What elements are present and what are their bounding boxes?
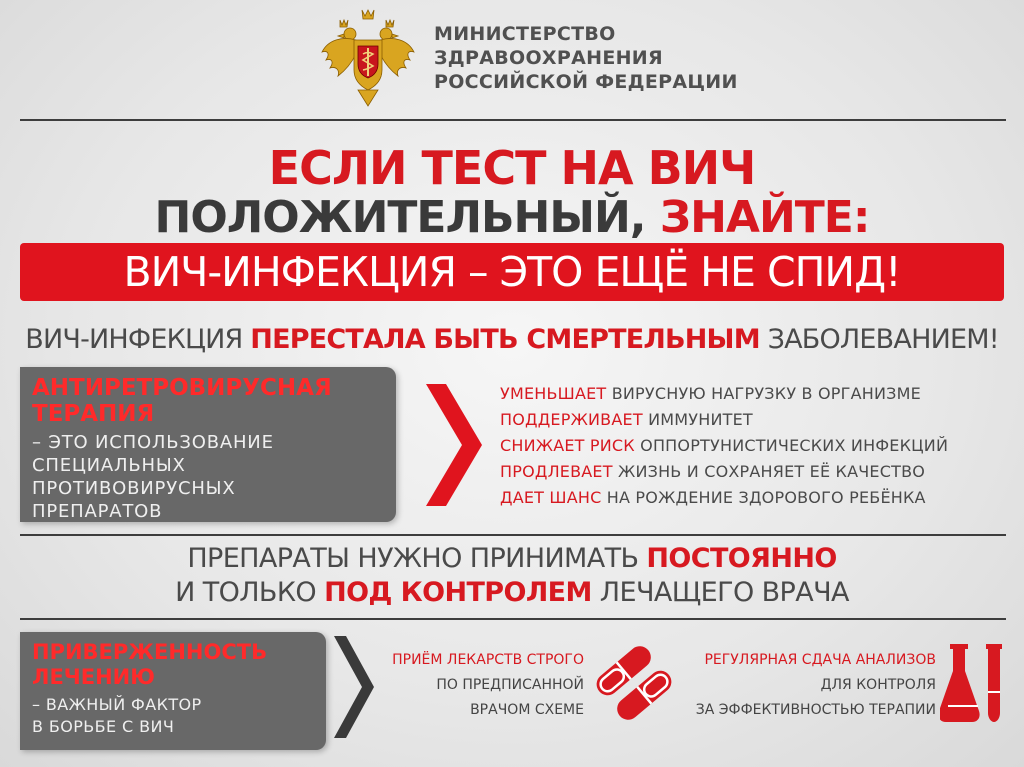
statement-part-1: ВИЧ-ИНФЕКЦИЯ (25, 324, 251, 355)
rule-text: ЛЕЧАЩЕГО ВРАЧА (591, 577, 849, 608)
benefit-text: НА РОЖДЕНИЕ ЗДОРОВОГО РЕБЁНКА (601, 488, 926, 507)
therapy-subtitle-line-1: – ЭТО ИСПОЛЬЗОВАНИЕ (32, 432, 274, 453)
rule-highlight: ПОД КОНТРОЛЕМ (324, 577, 592, 608)
benefit-text: ЖИЗНЬ И СОХРАНЯЕТ ЕЁ КАЧЕСТВО (612, 462, 926, 481)
pills-line-2: ПО ПРЕДПИСАННОЙ (436, 677, 584, 693)
analyses-text (660, 648, 936, 723)
ministry-line-3: РОССИЙСКОЙ ФЕДЕРАЦИИ (434, 71, 738, 93)
benefit-highlight: ДАЕТ ШАНС (500, 488, 602, 507)
benefit-text: ОППОРТУНИСТИЧЕСКИХ ИНФЕКЦИЙ (634, 436, 949, 455)
adherence-subtitle-line-1: – ВАЖНЫЙ ФАКТОР (32, 695, 202, 714)
benefit-item (500, 433, 1000, 459)
therapy-title-line-1: АНТИРЕТРОВИРУСНАЯ (32, 375, 332, 401)
benefit-highlight: ПОДДЕРЖИВАЕТ (500, 410, 643, 429)
adherence-title-line-2: ЛЕЧЕНИЮ (32, 665, 155, 689)
double-headed-eagle-emblem-icon (316, 6, 420, 110)
headline-line-1: ЕСЛИ ТЕСТ НА ВИЧ (268, 141, 756, 195)
therapy-title-line-2: ТЕРАПИЯ (32, 401, 155, 427)
rule-text: ПРЕПАРАТЫ НУЖНО ПРИНИМАТЬ (187, 543, 647, 574)
adherence-box (20, 632, 326, 750)
divider-bottom (20, 618, 1006, 620)
benefits-list (500, 381, 1000, 511)
statement-highlight: ПЕРЕСТАЛА БЫТЬ СМЕРТЕЛЬНЫМ (250, 324, 760, 355)
pills-line-3: ВРАЧОМ СХЕМЕ (470, 702, 584, 718)
benefit-item (500, 407, 1000, 433)
analyses-line-1: РЕГУЛЯРНАЯ СДАЧА АНАЛИЗОВ (704, 652, 936, 668)
adherence-title (32, 640, 267, 690)
medication-rule-line-1 (0, 542, 1024, 576)
adherence-title-line-1: ПРИВЕРЖЕННОСТЬ (32, 640, 268, 664)
analyses-line-3: ЗА ЭФФЕКТИВНОСТЬЮ ТЕРАПИИ (695, 702, 936, 718)
adherence-subtitle-line-2: В БОРЬБЕ С ВИЧ (32, 717, 175, 736)
headline-line-2 (0, 192, 1024, 244)
chevron-right-icon (426, 384, 482, 506)
therapy-subtitle (32, 431, 274, 523)
lab-flask-test-tube-icon (940, 640, 1006, 726)
benefit-text: ВИРУСНУЮ НАГРУЗКУ В ОРГАНИЗМЕ (606, 384, 921, 403)
rule-highlight: ПОСТОЯННО (646, 543, 837, 574)
analyses-line-2: ДЛЯ КОНТРОЛЯ (820, 677, 936, 693)
main-statement (0, 322, 1024, 358)
red-banner: ВИЧ-ИНФЕКЦИЯ – ЭТО ЕЩЁ НЕ СПИД! (20, 243, 1004, 301)
benefit-text: ИММУНИТЕТ (642, 410, 753, 429)
pills-line-1: ПРИЁМ ЛЕКАРСТВ СТРОГО (392, 652, 584, 668)
benefit-highlight: УМЕНЬШАЕТ (500, 384, 607, 403)
pills-text (368, 648, 584, 723)
rule-text: И ТОЛЬКО (175, 577, 325, 608)
therapy-box (20, 367, 396, 522)
benefit-item (500, 381, 1000, 407)
ministry-name (434, 22, 738, 94)
headline-red-part: ЗНАЙТЕ: (659, 192, 870, 243)
benefit-highlight: ПРОДЛЕВАЕТ (500, 462, 613, 481)
therapy-subtitle-line-2: СПЕЦИАЛЬНЫХ (32, 455, 186, 476)
medication-rule-line-2 (0, 576, 1024, 610)
divider-top (20, 119, 1006, 121)
divider-middle (20, 534, 1006, 536)
therapy-subtitle-line-4: ПРЕПАРАТОВ (32, 501, 163, 522)
benefit-highlight: СНИЖАЕТ РИСК (500, 436, 635, 455)
ministry-line-2: ЗДРАВООХРАНЕНИЯ (434, 47, 663, 69)
ministry-line-1: МИНИСТЕРСТВО (434, 23, 616, 45)
adherence-subtitle (32, 694, 202, 738)
therapy-title (32, 375, 332, 427)
statement-part-3: ЗАБОЛЕВАНИЕМ! (759, 324, 999, 355)
benefit-item (500, 485, 1000, 511)
therapy-subtitle-line-3: ПРОТИВОВИРУСНЫХ (32, 478, 236, 499)
benefit-item (500, 459, 1000, 485)
headline-dark-part: ПОЛОЖИТЕЛЬНЫЙ, (154, 192, 646, 243)
medication-rule (0, 542, 1024, 610)
